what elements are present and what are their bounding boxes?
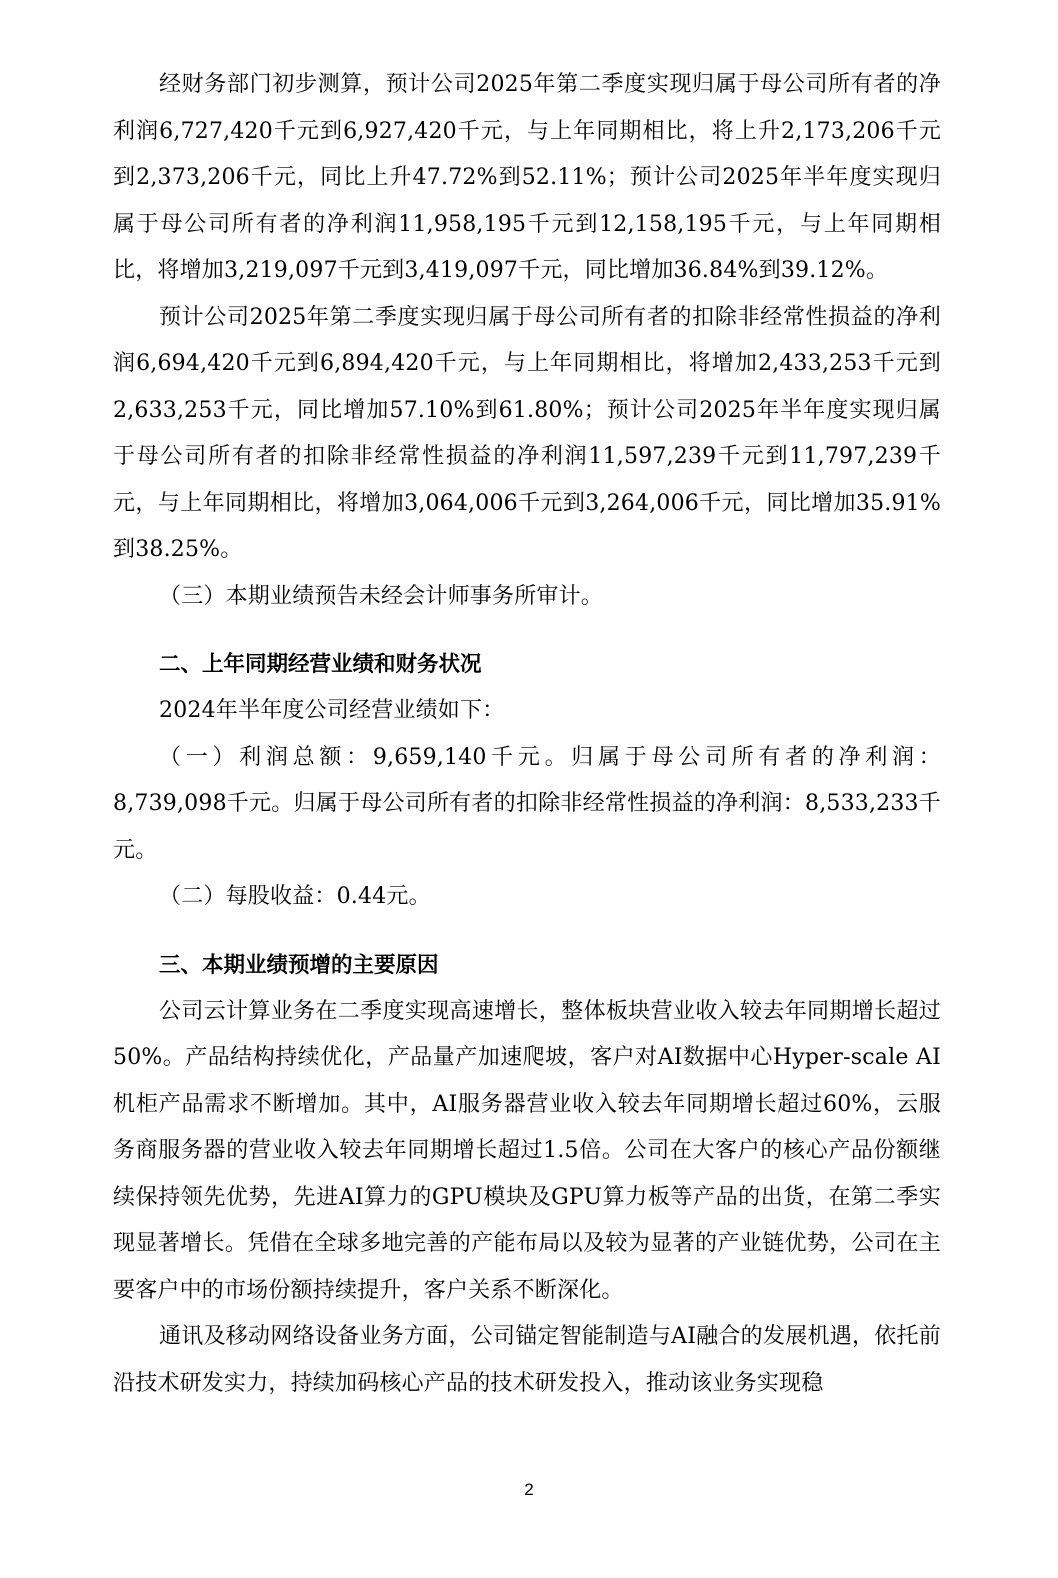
paragraph-cloud-computing: 公司云计算业务在二季度实现高速增长，整体板块营业收入较去年同期增长超过50%。产品结构持续优化，产品量产加速爬坡，客户对AI数据中心Hyper-scale AI机柜产品需求不断增加。其中，AI服务器营业收入较去年同期增长超过60%，云服务商服务器的营业收入较去年同期增长超过1.5倍。公司在大客户的核心产品份额继续保持领先优势，先进AI算力的GPU模块及GPU算力板等产品的出货，在第二季实现显著增长。凭借在全球多地完善的产能布局以及较为显著的产业链优势，公司在主要客户中的市场份额持续提升，客户关系不断深化。	[113, 998, 941, 1303]
paragraph-non-recurring-forecast: 预计公司2025年第二季度实现归属于母公司所有者的扣除非经常性损益的净利润6,694,420千元到6,894,420千元，与上年同期相比，将增加2,433,253千元到2,633,253千元，同比增加57.10%到61.80%；预计公司2025年半年度实现归属于母公司所有者的扣除非经常性损益的净利润11,597,239千元到11,797,239千元，与上年同期相比，将增加3,064,006千元到3,264,006千元，同比增加35.91%到38.25%。	[113, 304, 941, 562]
paragraph-q2-net-profit-forecast: 经财务部门初步测算，预计公司2025年第二季度实现归属于母公司所有者的净利润6,727,420千元到6,927,420千元，与上年同期相比，将上升2,173,206千元到2,373,206千元，同比上升47.72%到52.11%；预计公司2025年半年度实现归属于母公司所有者的净利润11,958,195千元到12,158,195千元，与上年同期相比，将增加3,219,097千元到3,419,097千元，同比增加36.84%到39.12%。	[113, 72, 941, 283]
paragraph-audit-note: （三）本期业绩预告未经会计师事务所审计。	[159, 583, 604, 609]
section-heading-prior-year: 二、上年同期经营业绩和财务状况	[159, 652, 482, 677]
paragraph-2024-intro: 2024年半年度公司经营业绩如下：	[159, 698, 505, 723]
paragraph-profit-totals: （一）利润总额：9,659,140千元。归属于母公司所有者的净利润：8,739,098千元。归属于母公司所有者的扣除非经常性损益的净利润：8,533,233千元。	[113, 744, 941, 863]
paragraph-network-equipment: 通讯及移动网络设备业务方面，公司锚定智能制造与AI融合的发展机遇，依托前沿技术研发实力，持续加码核心产品的技术研发投入，推动该业务实现稳	[113, 1324, 941, 1396]
document-body	[113, 62, 941, 1407]
paragraph-eps: （二）每股收益：0.44元。	[159, 884, 431, 909]
section-heading-reasons: 三、本期业绩预增的主要原因	[159, 952, 439, 978]
page-number: 2	[524, 1480, 534, 1499]
